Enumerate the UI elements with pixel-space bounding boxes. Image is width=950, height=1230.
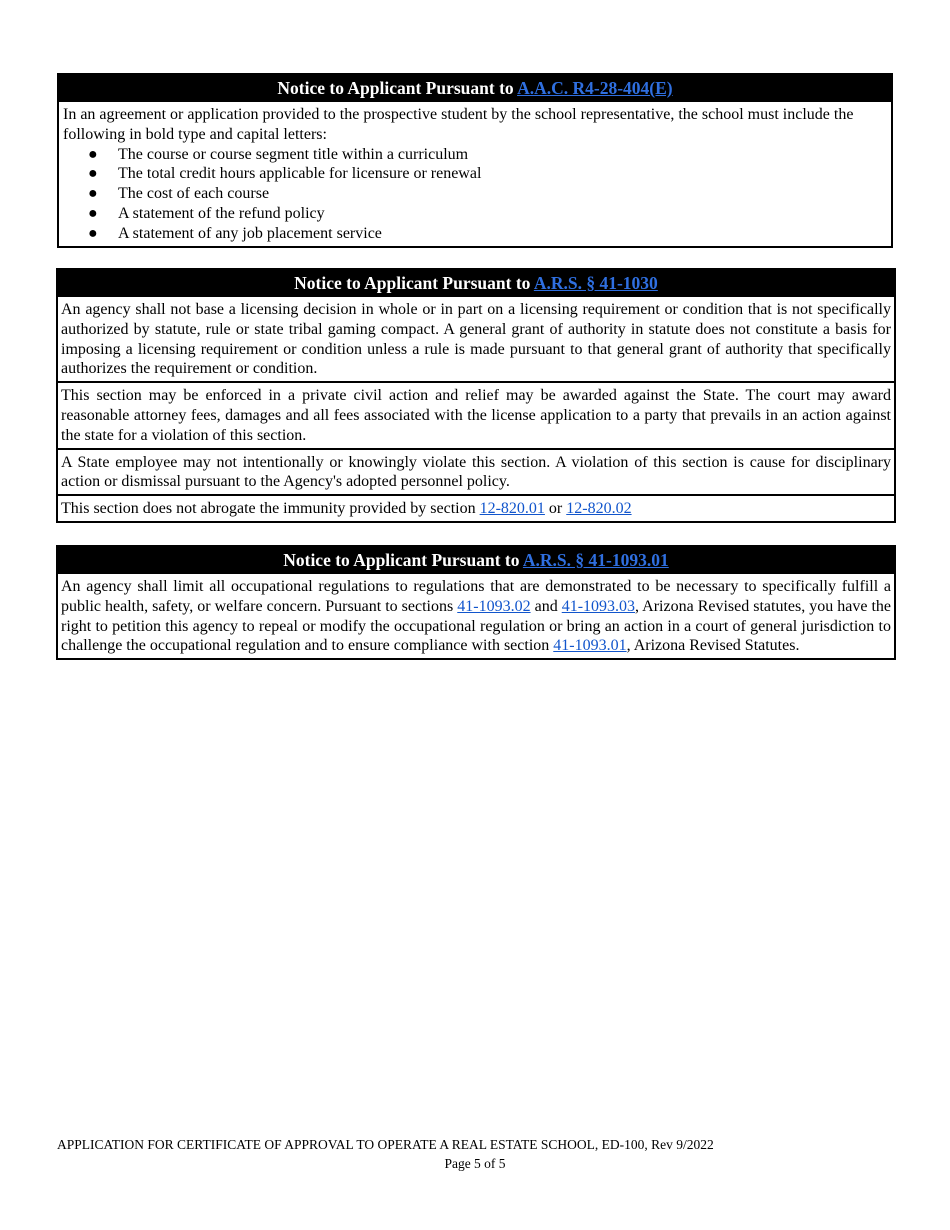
list-item-text: The total credit hours applicable for licensure or renewal [118,165,482,183]
notice-paragraph: A State employee may not intentionally or knowingly violate this section. A violation of this section is cause for disciplinary action or dismissal pursuant to the Agency's adopted personnel policy. [58,448,894,495]
list-item-text: The cost of each course [118,185,270,203]
notice-header [58,270,894,297]
footer-form-title: APPLICATION FOR CERTIFICATE OF APPROVAL TO OPERATE A REAL ESTATE SCHOOL, ED-100, Rev 9/2022 [57,1137,714,1152]
regulation-text: , Arizona Revised Statutes. [626,637,800,655]
list-item [63,164,888,184]
statute-link-12-820-01[interactable]: 12-820.01 [479,500,545,518]
immunity-text: This section does not abrogate the immunity provided by section [61,500,476,518]
bullet-icon: ● [88,165,98,183]
bullet-icon: ● [88,204,98,222]
regulation-text: , Arizona Revised statutes, you have the right to petition this agency to repeal or modify the occupational regulation or bring an action in a court of general jurisdiction to challenge the occupational regulation and to ensure compliance with section [61,597,892,655]
notice-header-link[interactable]: A.R.S. § 41-1030 [533,273,658,293]
bullet-icon: ● [88,145,98,163]
list-item [63,145,888,165]
statute-link-41-1093-01[interactable]: 41-1093.01 [553,637,627,655]
notice-header [59,75,891,102]
notice-paragraph [58,494,894,521]
notice-ars-41-1030 [56,268,896,523]
notice-header-link[interactable]: A.A.C. R4-28-404(E) [517,78,673,98]
list-item-text: A statement of any job placement service [118,224,382,242]
statute-link-12-820-02[interactable]: 12-820.02 [566,500,632,518]
notice-body [59,102,891,246]
list-item-text: A statement of the refund policy [118,204,325,222]
or-text: or [548,500,563,518]
notice-header-prefix: Notice to Applicant Pursuant to [283,550,520,570]
notice-header [58,547,894,574]
list-item-text: The course or course segment title within a curriculum [118,145,469,163]
and-text: and [534,597,558,615]
list-item [63,184,888,204]
notice-intro: In an agreement or application provided to the prospective student by the school representative, the school must include the following in bold type and capital letters: [63,106,854,143]
notice-header-link[interactable]: A.R.S. § 41-1093.01 [522,550,669,570]
bullet-icon: ● [88,185,98,203]
bullet-list [63,145,888,244]
notice-header-prefix: Notice to Applicant Pursuant to [294,273,531,293]
regulation-text: An agency shall limit all occupational regulations to regulations that are demonstrated to be necessary to specifically fulfill a public health, safety, or welfare concern. Pursuant to sections [61,578,891,615]
list-item [63,204,888,224]
notice-aac-r4-28-404e [57,73,893,248]
list-item [63,224,888,244]
notice-ars-41-1093-01 [56,545,896,660]
statute-link-41-1093-02[interactable]: 41-1093.02 [457,597,531,615]
notice-paragraph: This section may be enforced in a private civil action and relief may be awarded against the State. The court may award reasonable attorney fees, damages and all fees associated with the license application to a party that prevails in an action against the state for a violation of this section. [58,381,894,447]
statute-link-41-1093-03[interactable]: 41-1093.03 [561,597,636,615]
notice-header-prefix: Notice to Applicant Pursuant to [277,78,514,98]
notice-paragraph: An agency shall not base a licensing decision in whole or in part on a licensing requirement or condition that is not specifically authorized by statute, rule or state tribal gaming compact. A general grant of authority in statute does not constitute a basis for imposing a licensing requirement or condition unless a rule is made pursuant to that general grant of authority that specifically authorizes the requirement or condition. [61,301,891,378]
footer-page-number: Page 5 of 5 [444,1156,506,1171]
notice-paragraph [58,574,894,658]
bullet-icon: ● [88,224,98,242]
